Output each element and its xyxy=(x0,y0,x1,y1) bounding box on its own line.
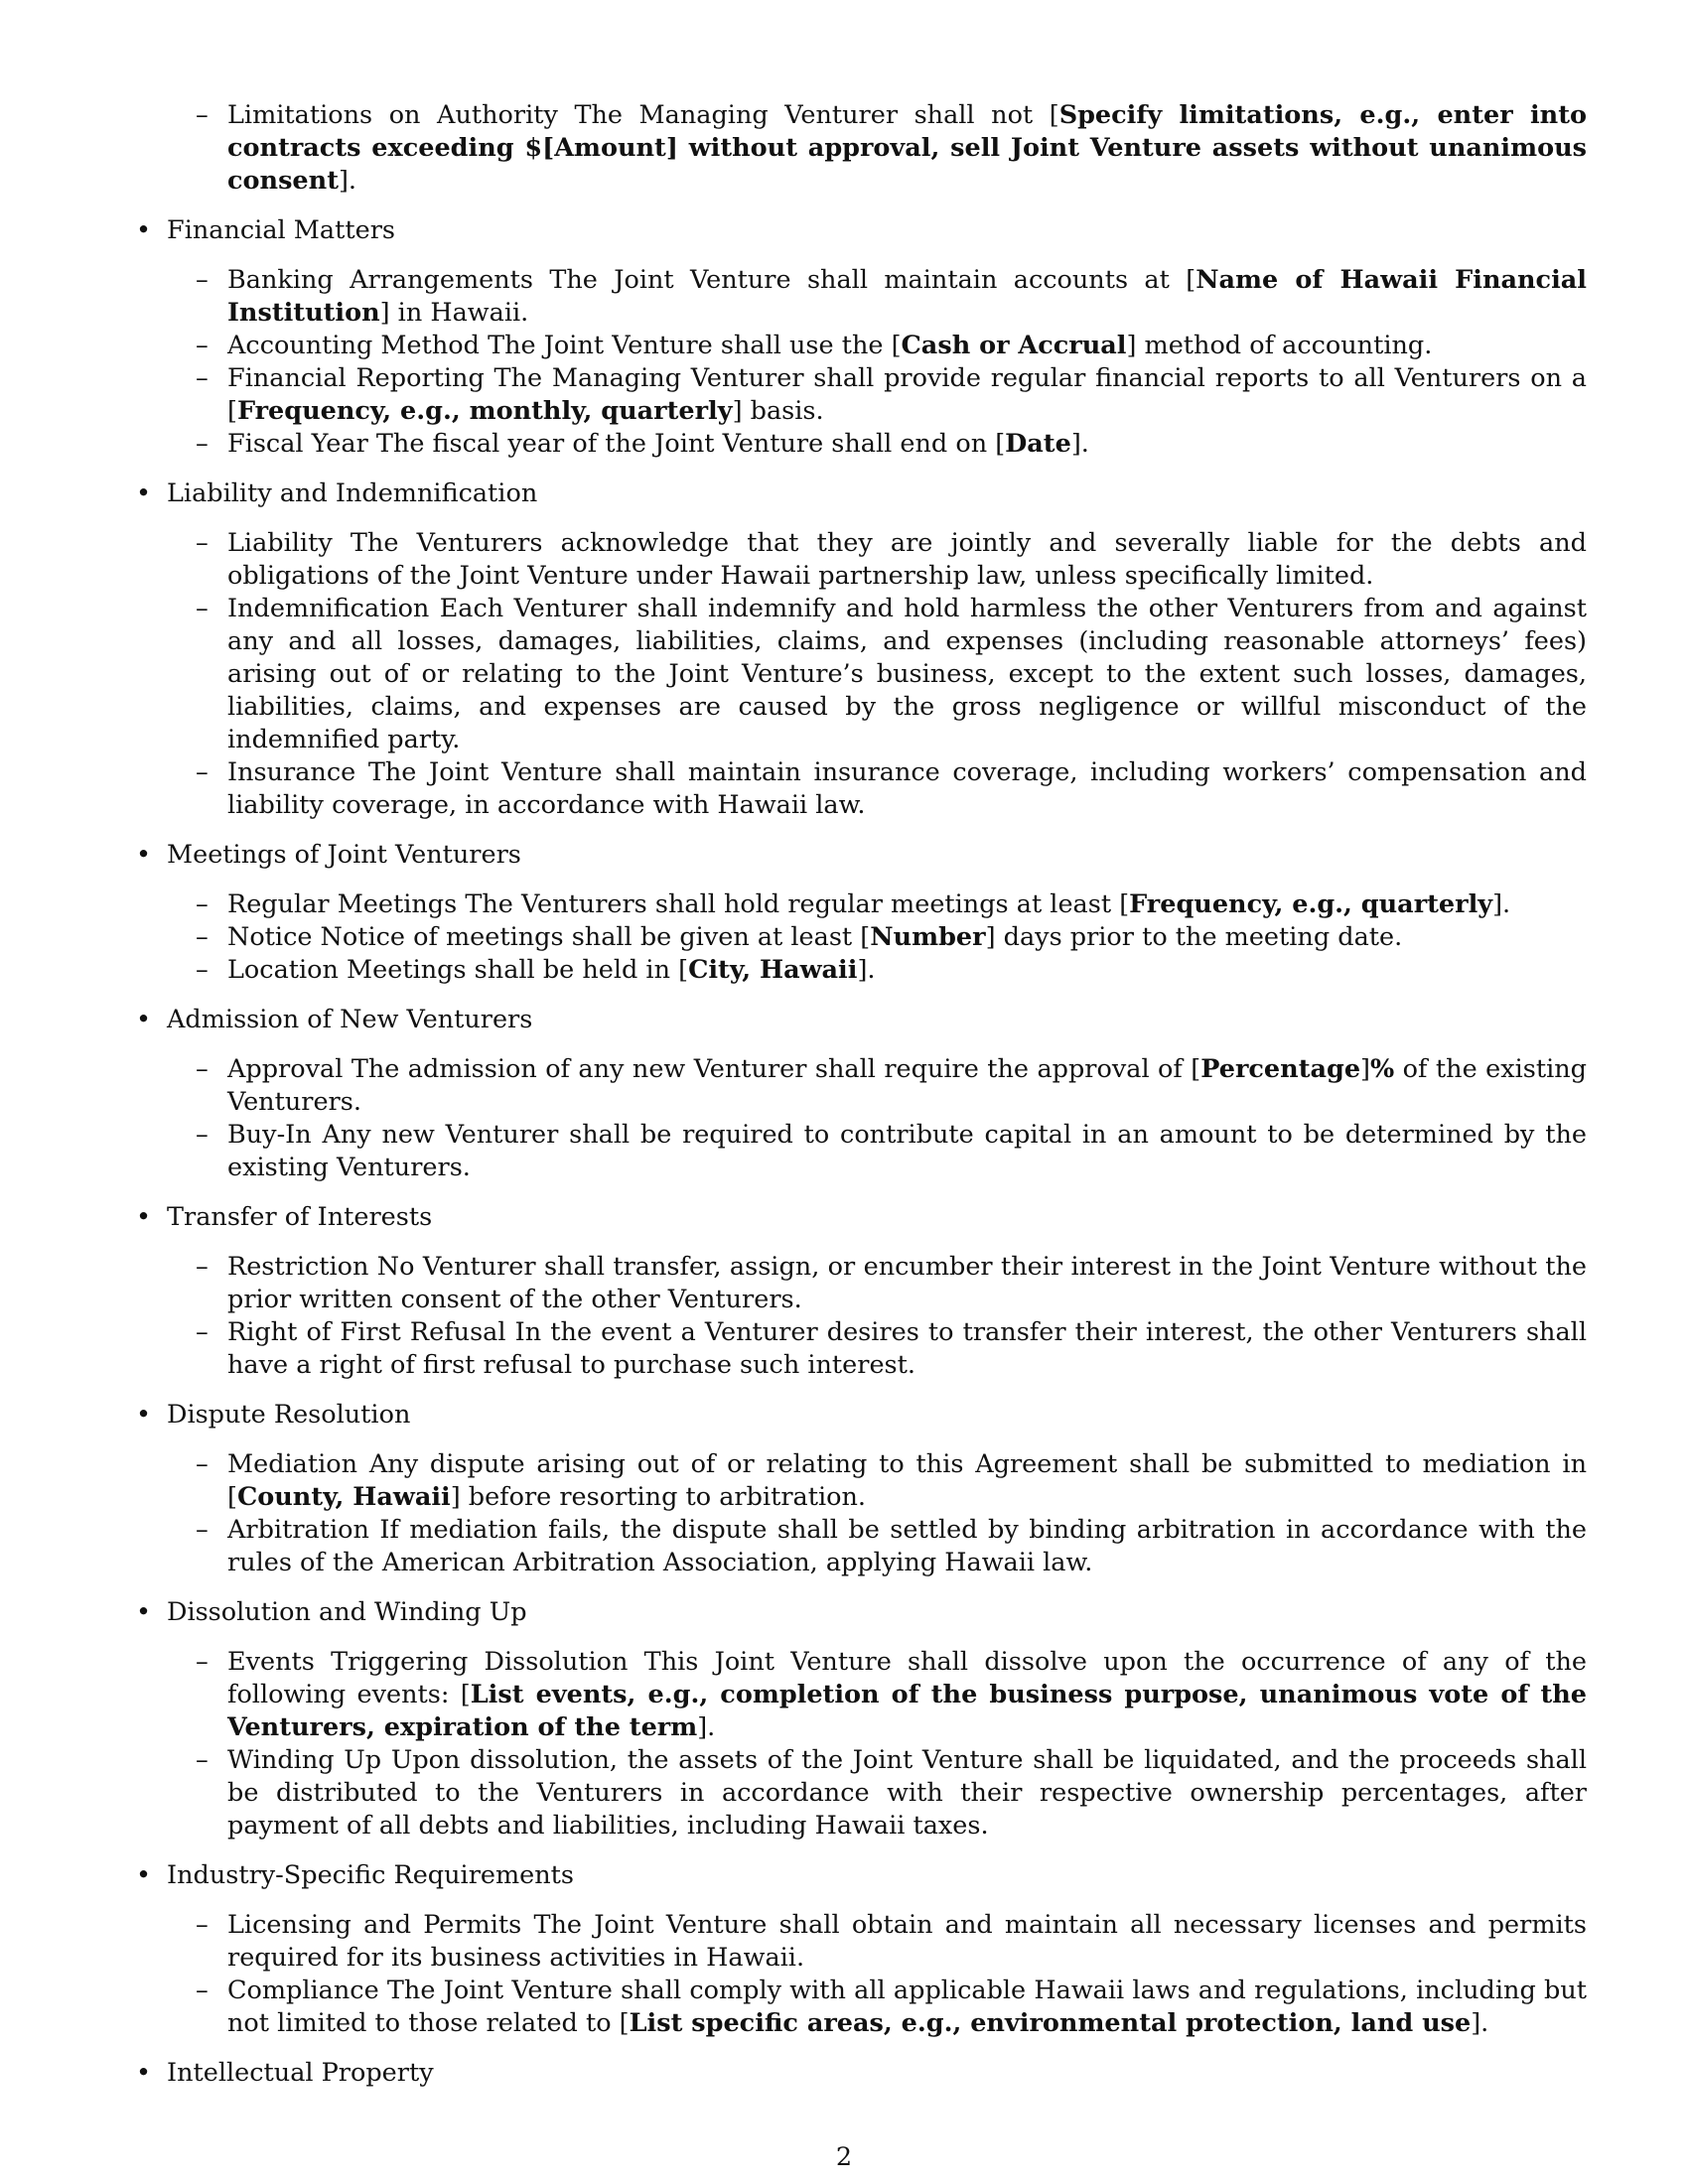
clause-text: ]. xyxy=(1492,889,1511,919)
clause-item xyxy=(196,954,1587,987)
clause-text: ] xyxy=(1360,1054,1370,1084)
placeholder-field: Specify limitations, e.g., enter into contracts exceeding $[Amount] without approval, sell Joint Venture assets without unanimous consent xyxy=(227,100,1587,196)
clause-item xyxy=(196,756,1587,822)
bullet-marker: • xyxy=(136,1597,152,1627)
placeholder-field: City, Hawaii xyxy=(688,955,858,985)
dash-marker: – xyxy=(196,757,209,787)
clause-text: Location Meetings shall be held in [ xyxy=(227,955,689,985)
clause-item xyxy=(196,1448,1587,1514)
placeholder-field: % xyxy=(1370,1054,1395,1084)
placeholder-field: Frequency, e.g., quarterly xyxy=(1129,889,1493,919)
clause-item xyxy=(196,888,1587,921)
clause-text: Accounting Method The Joint Venture shall use the [ xyxy=(227,331,902,360)
bullet-marker: • xyxy=(136,2058,152,2088)
clause-text: Winding Up Upon dissolution, the assets of the Joint Venture shall be liquidated, and the proceeds shall be distributed to the Venturers in accordance with their respective ownership percentages, after payment of all debts and liabilities, including Hawaii taxes. xyxy=(227,1745,1587,1841)
clause-item xyxy=(196,428,1587,461)
clause-text: Licensing and Permits The Joint Venture shall obtain and maintain all necessary licenses and permits required for its business activities in Hawaii. xyxy=(227,1910,1587,1973)
section-title: Admission of New Venturers xyxy=(167,1005,533,1034)
section-title: Transfer of Interests xyxy=(167,1202,433,1232)
dash-marker: – xyxy=(196,363,209,393)
dash-marker: – xyxy=(196,1317,209,1347)
clause-item xyxy=(196,1514,1587,1579)
placeholder-field: List specific areas, e.g., environmental protection, land use xyxy=(629,2008,1472,2038)
clause-text: ] in Hawaii. xyxy=(379,298,529,328)
section-title: Meetings of Joint Venturers xyxy=(167,840,521,870)
clause-text: Limitations on Authority The Managing Venturer shall not [ xyxy=(227,100,1059,130)
section-item xyxy=(136,1399,1587,1579)
clause-item xyxy=(196,1316,1587,1382)
section-title: Liability and Indemnification xyxy=(167,478,538,508)
clause-text: Approval The admission of any new Venturer shall require the approval of [ xyxy=(227,1054,1201,1084)
placeholder-field: County, Hawaii xyxy=(236,1482,451,1512)
clause-item xyxy=(196,593,1587,756)
dash-marker: – xyxy=(196,1976,209,2005)
dash-marker: – xyxy=(196,955,209,985)
clause-text: Fiscal Year The fiscal year of the Joint Venture shall end on [ xyxy=(227,429,1006,459)
clause-text: ] days prior to the meeting date. xyxy=(985,922,1403,952)
bullet-marker: • xyxy=(136,478,152,508)
dash-marker: – xyxy=(196,1054,209,1084)
clause-text: ] before resorting to arbitration. xyxy=(450,1482,867,1512)
section-item xyxy=(136,478,1587,822)
section-item xyxy=(136,1201,1587,1382)
clause-item xyxy=(196,1646,1587,1744)
clause-text: Banking Arrangements The Joint Venture shall maintain accounts at [ xyxy=(227,265,1196,295)
section-list xyxy=(136,214,1587,2090)
clause-text: ]. xyxy=(857,955,876,985)
clause-item xyxy=(196,1251,1587,1316)
placeholder-field: Number xyxy=(870,922,986,952)
bullet-marker: • xyxy=(136,840,152,870)
clause-text: Compliance The Joint Venture shall comply with all applicable Hawaii laws and regulations, including but not limited to those related to [ xyxy=(227,1976,1587,2038)
clause-text: Insurance The Joint Venture shall maintain insurance coverage, including workers’ compensation and liability coverage, in accordance with Hawaii law. xyxy=(227,757,1587,820)
clause-text: Buy-In Any new Venturer shall be required to contribute capital in an amount to be determined by the existing Venturers. xyxy=(227,1120,1587,1182)
clause-text: Financial Reporting The Managing Venturer shall provide regular financial reports to all Venturers on a [ xyxy=(227,363,1587,426)
dash-marker: – xyxy=(196,889,209,919)
bullet-marker: • xyxy=(136,1400,152,1430)
clause-list xyxy=(167,1646,1587,1843)
page-number: 2 xyxy=(835,2142,853,2172)
placeholder-field: Name of Hawaii Financial Institution xyxy=(227,265,1587,328)
clause-text: ]. xyxy=(338,166,357,196)
section-item xyxy=(136,214,1587,461)
dash-marker: – xyxy=(196,265,209,295)
dash-marker: – xyxy=(196,594,209,623)
section-title: Financial Matters xyxy=(167,215,395,245)
section-item xyxy=(136,1596,1587,1843)
clause-item xyxy=(196,1744,1587,1843)
bullet-marker: • xyxy=(136,1860,152,1890)
placeholder-field: Percentage xyxy=(1200,1054,1361,1084)
dash-marker: – xyxy=(196,1745,209,1775)
clause-item xyxy=(196,330,1587,362)
clause-item xyxy=(196,527,1587,593)
clause-list xyxy=(167,1053,1587,1184)
section-title: Intellectual Property xyxy=(167,2058,434,2088)
clause-text: Events Triggering Dissolution This Joint Venture shall dissolve upon the occurrence of any of the following events: [ xyxy=(227,1647,1587,1709)
section-item xyxy=(136,1859,1587,2040)
placeholder-field: Cash or Accrual xyxy=(901,331,1127,360)
section-title: Industry-Specific Requirements xyxy=(167,1860,575,1890)
placeholder-field: Frequency, e.g., monthly, quarterly xyxy=(236,396,733,426)
section-title: Dispute Resolution xyxy=(167,1400,411,1430)
clause-item xyxy=(196,1909,1587,1975)
continued-sublist xyxy=(167,99,1587,198)
clause-list xyxy=(167,1251,1587,1382)
dash-marker: – xyxy=(196,1515,209,1545)
clause-item xyxy=(196,1119,1587,1184)
clause-text: Arbitration If mediation fails, the dispute shall be settled by binding arbitration in accordance with the rules of the American Arbitration Association, applying Hawaii law. xyxy=(227,1515,1587,1577)
clause-list xyxy=(167,1448,1587,1579)
placeholder-field: Date xyxy=(1005,429,1071,459)
clause-text: Restriction No Venturer shall transfer, assign, or encumber their interest in the Joint Venture without the prior written consent of the other Venturers. xyxy=(227,1252,1587,1314)
dash-marker: – xyxy=(196,1910,209,1940)
clause-list xyxy=(167,264,1587,461)
clause-text: ] basis. xyxy=(732,396,824,426)
bullet-marker: • xyxy=(136,215,152,245)
clause-text: Indemnification Each Venturer shall indemnify and hold harmless the other Venturers from and against any and all losses, damages, liabilities, claims, and expenses (including reasonable attorneys’ fees) arising out of or relating to the Joint Venture’s business, except to the extent such losses, damages, liabilities, claims, and expenses are caused by the gross negligence or willful misconduct of the indemnified party. xyxy=(227,594,1587,754)
clause-text: Regular Meetings The Venturers shall hold regular meetings at least [ xyxy=(227,889,1130,919)
section-item xyxy=(136,2057,1587,2090)
section-item xyxy=(136,1004,1587,1184)
clause-text: Mediation Any dispute arising out of or relating to this Agreement shall be submitted to mediation in [ xyxy=(227,1449,1587,1512)
clause-list xyxy=(167,527,1587,822)
clause-item xyxy=(196,264,1587,330)
clause-item xyxy=(196,1053,1587,1119)
clause-item xyxy=(196,1975,1587,2040)
dash-marker: – xyxy=(196,1120,209,1150)
clause-item xyxy=(196,99,1587,198)
clause-text: Notice Notice of meetings shall be given at least [ xyxy=(227,922,871,952)
clause-list xyxy=(167,888,1587,987)
section-title: Dissolution and Winding Up xyxy=(167,1597,527,1627)
clause-list xyxy=(167,1909,1587,2040)
bullet-marker: • xyxy=(136,1202,152,1232)
placeholder-field: List events, e.g., completion of the business purpose, unanimous vote of the Venturers, expiration of the term xyxy=(227,1680,1587,1742)
clause-item xyxy=(196,362,1587,428)
dash-marker: – xyxy=(196,331,209,360)
clause-text: Liability The Venturers acknowledge that they are jointly and severally liable for the debts and obligations of the Joint Venture under Hawaii partnership law, unless specifically limited. xyxy=(227,528,1587,591)
clause-text: Right of First Refusal In the event a Venturer desires to transfer their interest, the other Venturers shall have a right of first refusal to purchase such interest. xyxy=(227,1317,1587,1380)
section-item xyxy=(136,839,1587,987)
clause-text: ]. xyxy=(1070,429,1089,459)
clause-text: of the existing Venturers. xyxy=(227,1054,1587,1117)
bullet-marker: • xyxy=(136,1005,152,1034)
dash-marker: – xyxy=(196,922,209,952)
dash-marker: – xyxy=(196,1252,209,1282)
clause-text: ]. xyxy=(1471,2008,1489,2038)
dash-marker: – xyxy=(196,100,209,130)
dash-marker: – xyxy=(196,429,209,459)
document-body xyxy=(136,99,1587,2107)
clause-item xyxy=(196,921,1587,954)
dash-marker: – xyxy=(196,1647,209,1677)
clause-text: ]. xyxy=(697,1712,716,1742)
dash-marker: – xyxy=(196,1449,209,1479)
clause-text: ] method of accounting. xyxy=(1126,331,1433,360)
dash-marker: – xyxy=(196,528,209,558)
